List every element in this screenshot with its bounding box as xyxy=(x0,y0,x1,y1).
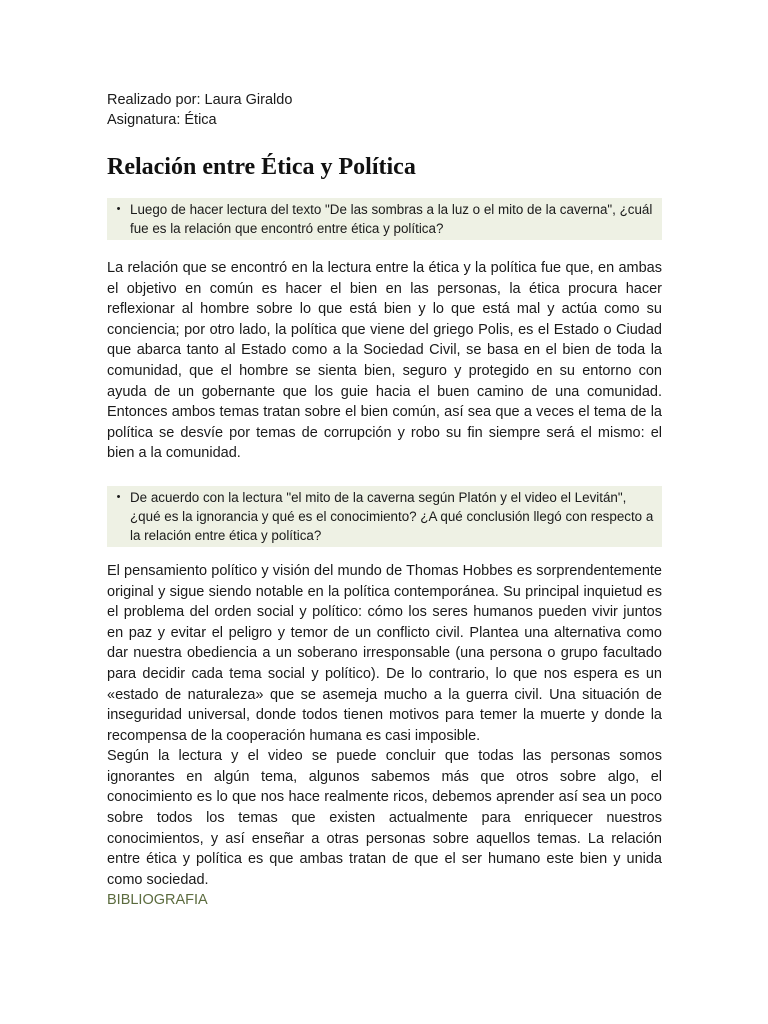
question-2-text: De acuerdo con la lectura "el mito de la caverna según Platón y el video el Levitán", ¿qué es la ignorancia y qué es el conocimiento? ¿A qué conclusión llegó con respecto a la relación entre ética y política? xyxy=(130,489,654,543)
question-2 xyxy=(107,486,662,547)
question-1 xyxy=(107,198,662,240)
author-line: Realizado por: Laura Giraldo xyxy=(107,92,293,108)
document-page xyxy=(107,90,662,910)
question-1-text: Luego de hacer lectura del texto "De las sombras a la luz o el mito de la caverna", ¿cuál fue es la relación que encontró entre ética y política? xyxy=(130,202,653,236)
subject-line: Asignatura: Ética xyxy=(107,112,217,128)
answer-2-paragraph-2: Según la lectura y el video se puede concluir que todas las personas somos ignorantes en algún tema, algunos sabemos más que otros sobre algo, el conocimiento es lo que nos hace realmente ricos, debemos aprender así sea un poco sobre todos los temas que existen actualmente para enriquecer nuestros conocimientos, y así enseñar a otras personas sobre aquellos temas. La relación entre ética y política es que ambas tratan de que el ser humano este bien y unida como sociedad. xyxy=(107,748,662,888)
answer-1: La relación que se encontró en la lectura entre la ética y la política fue que, en ambas el objetivo en común es hacer el bien en las personas, la ética procura hacer reflexionar al hombre sobre lo que está bien y lo que está mal y actúa como su conciencia; por otro lado, la política que viene del griego Polis, es el Estado o Ciudad que abarca tanto al Estado como a la Sociedad Civil, se basa en el bien de toda la comunidad, que el hombre se sienta bien, seguro y protegido en su entorno con ayuda de un gobernante que los guie hacia el buen camino de una comunidad. Entonces ambos temas tratan sobre el bien común, así sea que a veces el tema de la política se desvíe por temas de corrupción y robo su fin siempre será el mismo: el bien a la comunidad. xyxy=(107,260,662,462)
answer-2-paragraph-1: El pensamiento político y visión del mundo de Thomas Hobbes es sorprendentemente original y sigue siendo notable en la política contemporánea. Su principal inquietud es el problema del orden social y político: cómo los seres humanos pueden vivir juntos en paz y evitar el peligro y temor de un conflicto civil. Plantea una alternativa como dar nuestra obediencia a un soberano irresponsable (una persona o grupo facultado para decidir cada tema social y político). De lo contrario, lo que nos espera es un «estado de naturaleza» que se asemeja mucho a la guerra civil. Una situación de inseguridad universal, donde todos tienen motivos para temer la muerte y donde la recompensa de la cooperación humana es casi imposible. xyxy=(107,562,662,744)
document-title: Relación entre Ética y Política xyxy=(107,154,416,180)
bibliography-heading: BIBLIOGRAFIA xyxy=(107,892,208,909)
bullet-icon: • xyxy=(116,490,121,503)
bullet-icon: • xyxy=(116,203,121,215)
